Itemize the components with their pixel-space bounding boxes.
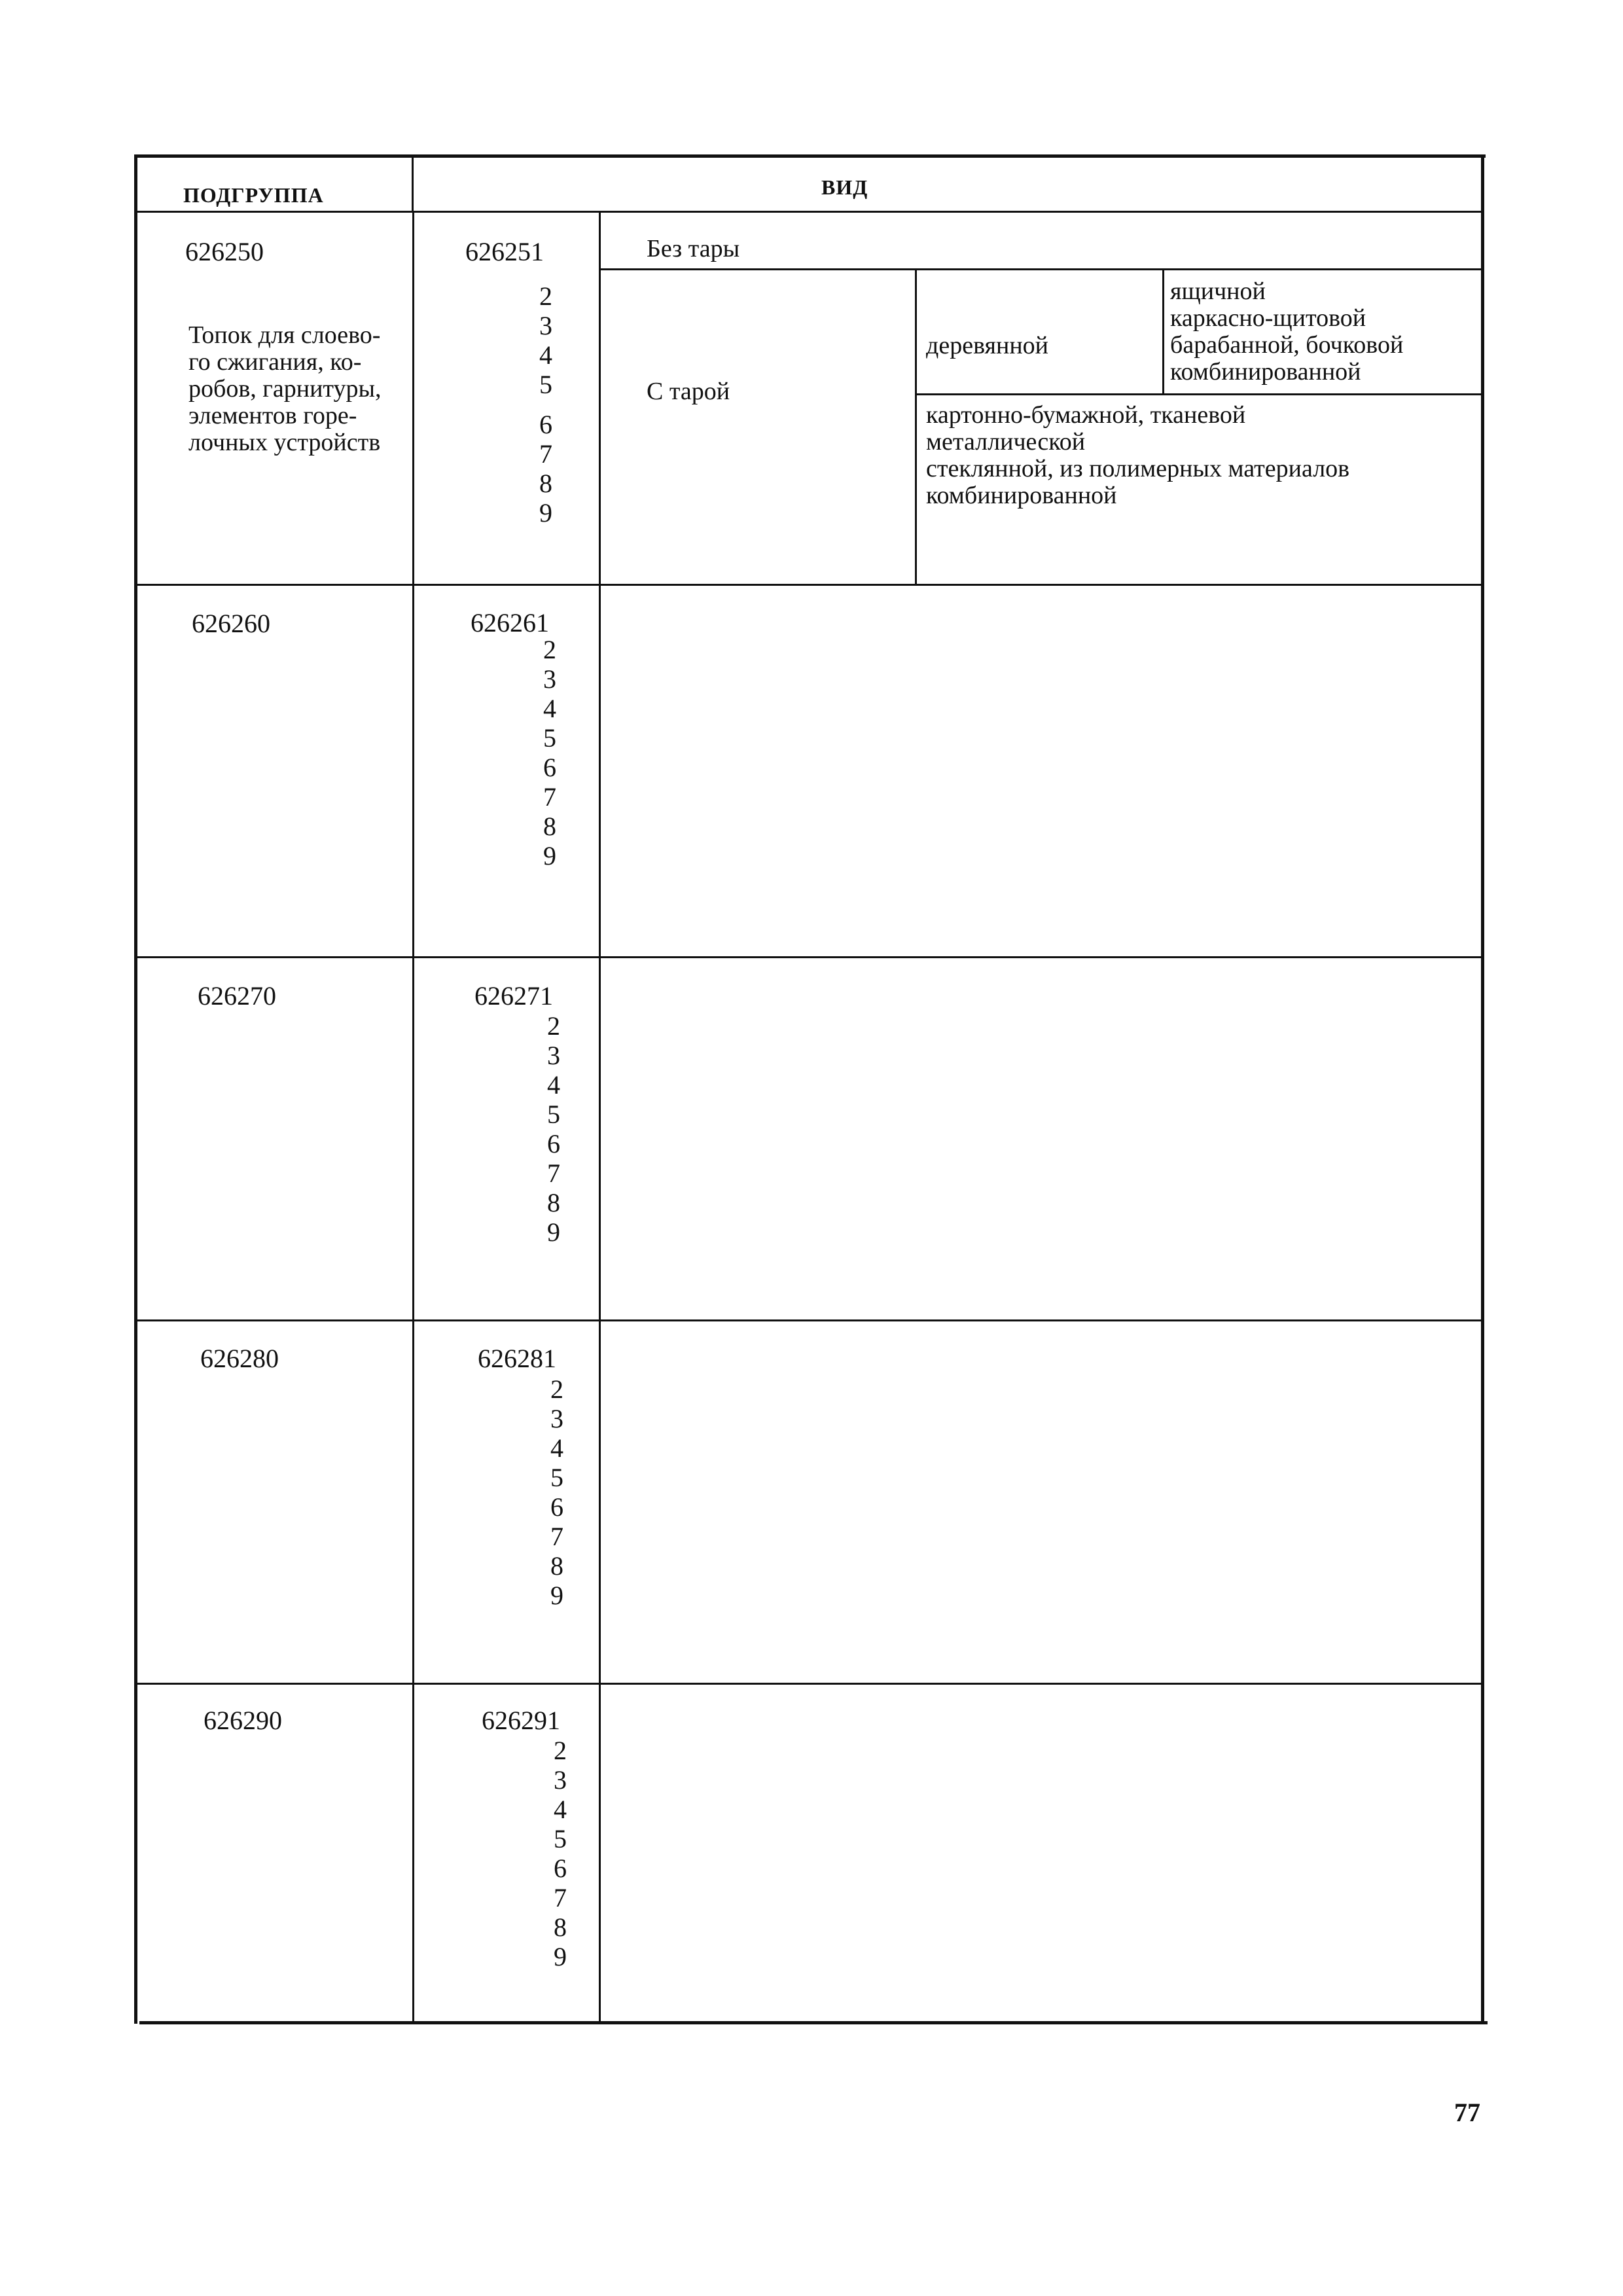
no-packaging-label: Без тары xyxy=(647,235,740,262)
with-packaging-label: С тарой xyxy=(647,378,730,405)
kind-code-digits: 2 3 4 5 6 7 8 9 xyxy=(554,1736,567,1971)
kind-code: 626271 xyxy=(474,981,553,1011)
wooden-divider xyxy=(1162,268,1164,394)
table-right-border xyxy=(1481,154,1484,2024)
column-divider-subgroup xyxy=(412,211,414,2022)
subgroup-code: 626280 xyxy=(200,1344,279,1373)
subgroup-header: ПОДГРУППА xyxy=(183,183,324,207)
kind-code-digits: 2 3 4 5 6 7 8 9 xyxy=(547,1011,560,1247)
header-column-divider xyxy=(412,154,414,212)
row-separator xyxy=(135,1683,1484,1685)
kind-code-digits: 2 3 4 5 6 7 8 9 xyxy=(543,635,556,870)
kind-code-digits: 2 3 4 5 6 7 8 9 xyxy=(550,1374,563,1610)
column-divider-code xyxy=(599,211,601,2022)
no-packaging-divider xyxy=(600,268,1484,270)
row-separator xyxy=(135,1319,1484,1321)
subgroup-code: 626250 xyxy=(185,237,264,266)
kind-code: 626291 xyxy=(482,1706,560,1735)
table-bottom-border xyxy=(139,2021,1488,2024)
kind-header: ВИД xyxy=(821,175,868,199)
wooden-types: ящичной каркасно-щитовой барабанной, бочковой комбинированной xyxy=(1170,278,1404,386)
kind-code: 626251 xyxy=(465,237,544,266)
header-divider xyxy=(135,211,1484,213)
kind-code: 626261 xyxy=(471,608,549,637)
table-top-border xyxy=(134,154,1486,158)
subgroup-code: 626260 xyxy=(192,609,270,638)
subgroup-code: 626290 xyxy=(204,1706,282,1735)
packaging-type-divider xyxy=(915,268,917,584)
kind-code: 626281 xyxy=(478,1344,556,1373)
other-packaging-types: картонно-бумажной, тканевой металлической стеклянной, из полимерных материалов комбинированной xyxy=(926,401,1350,509)
table-left-border xyxy=(134,154,137,2024)
row-separator xyxy=(135,956,1484,958)
subgroup-name: Топок для слоево- го сжигания, ко- робов, гарнитуры, элементов горе- лочных устройств xyxy=(188,321,382,456)
wooden-bottom-divider xyxy=(916,393,1483,395)
wooden-label: деревянной xyxy=(926,332,1048,359)
subgroup-code: 626270 xyxy=(198,981,276,1011)
kind-code-digits: 2 3 4 5 6 7 8 9 xyxy=(539,281,552,528)
row-separator xyxy=(135,584,1484,586)
page-number: 77 xyxy=(1454,2098,1480,2127)
